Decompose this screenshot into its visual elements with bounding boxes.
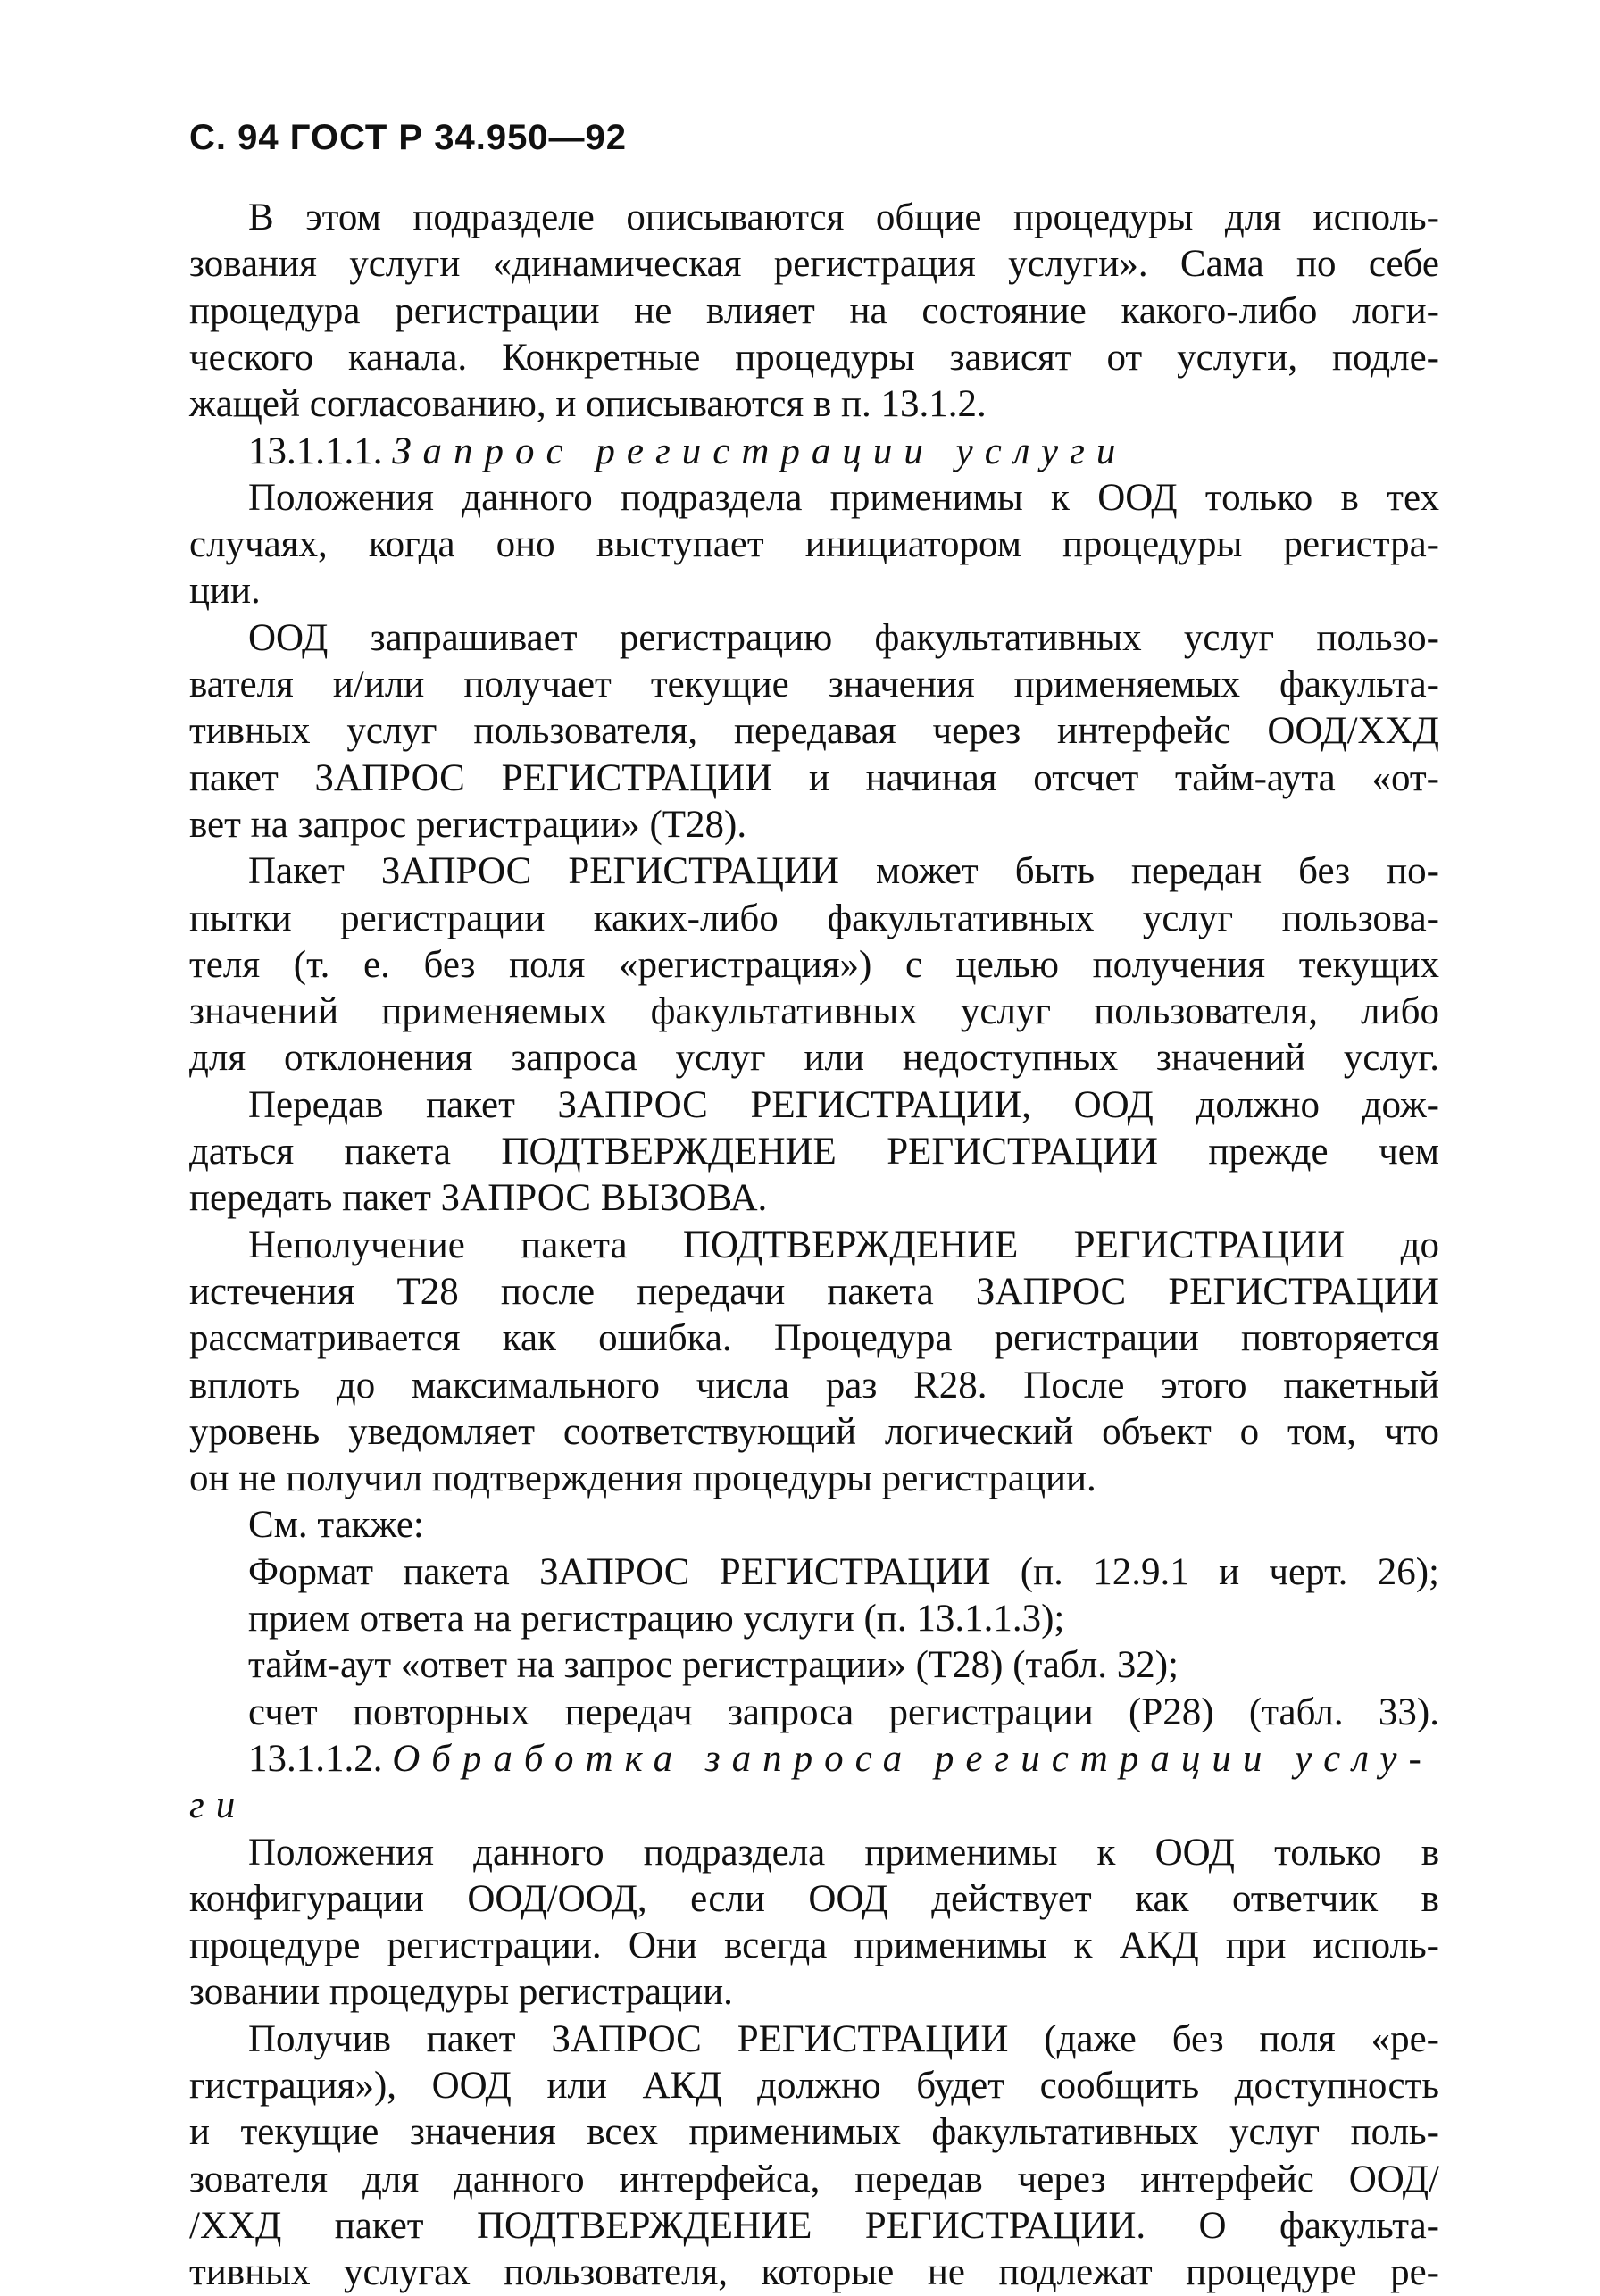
text-line: уровень уведомляет соответствующий логический объект о том, что [189,1410,1439,1453]
text-line: он не получил подтверждения процедуры регистрации. [189,1457,1096,1500]
text-line: и текущие значения всех применимых факультативных услуг поль- [189,2111,1439,2154]
text-line: тивных услуг пользователя, передавая через интерфейс ООД/ХХД [189,710,1439,753]
text-line: ческого канала. Конкретные процедуры зависят от услуги, подле- [189,336,1439,379]
text-line: конфигурации ООД/ООД, если ООД действует как ответчик в [189,1877,1439,1920]
text-line: зования услуги «динамическая регистрация услуги». Сама по себе [189,243,1439,286]
section-title: Запрос регистрации услуги [392,430,1128,472]
text-line: тивных услугах пользователя, которые не подлежат процедуре ре- [189,2251,1439,2294]
text-line: Неполучение пакета ПОДТВЕРЖДЕНИЕ РЕГИСТРАЦИИ до [248,1223,1439,1266]
text-line: Положения данного подраздела применимы к ООД только в [248,1831,1439,1874]
text-line: Положения данного подраздела применимы к ООД только в тех [248,476,1439,519]
text-line: ции. [189,570,261,613]
text-line: зователя для данного интерфейса, передав через интерфейс ООД/ [189,2158,1439,2200]
text-line: даться пакета ПОДТВЕРЖДЕНИЕ РЕГИСТРАЦИИ прежде чем [189,1131,1439,1173]
text-line: теля (т. е. без поля «регистрация») с целью получения текущих [189,943,1439,986]
section-title: ги [189,1784,247,1827]
text-line: пакет ЗАПРОС РЕГИСТРАЦИИ и начиная отсчет тайм-аута «от- [189,756,1439,799]
text-line: процедура регистрации не влияет на состояние какого-либо логи- [189,289,1439,332]
text-line: процедуре регистрации. Они всегда применимы к АКД при исполь- [189,1924,1439,1967]
text-line: значений применяемых факультативных услуг пользователя, либо [189,990,1439,1033]
text-line: В этом подразделе описываются общие процедуры для исполь- [248,196,1439,238]
text-line: вателя и/или получает текущие значения применяемых факульта- [189,664,1439,705]
section-number: 13.1.1.1. [248,430,393,472]
text-line: пытки регистрации каких-либо факультативных услуг пользова- [189,897,1439,939]
text-line: зовании процедуры регистрации. [189,1971,733,2014]
text-line: прием ответа на регистрацию услуги (п. 13.1.1.3); [248,1598,1065,1640]
text-line: случаях, когда оно выступает инициатором процедуры регистра- [189,523,1439,566]
text-line: /ХХД пакет ПОДТВЕРЖДЕНИЕ РЕГИСТРАЦИИ. О факульта- [189,2204,1439,2247]
text-line: для отклонения запроса услуг или недоступных значений услуг. [189,1037,1439,1080]
page-header: С. 94 ГОСТ Р 34.950—92 [189,118,628,157]
text-line: рассматривается как ошибка. Процедура регистрации повторяется [189,1317,1439,1360]
text-line: счет повторных передач запроса регистрации (Р28) (табл. 33). [248,1691,1439,1733]
text-line: ООД запрашивает регистрацию факультативных услуг пользо- [248,616,1439,659]
text-line: гистрация»), ООД или АКД должно будет сообщить доступность [189,2065,1439,2107]
section-heading-line [248,429,1439,475]
text-line: вплоть до максимального числа раз R28. После этого пакетный [189,1364,1439,1407]
text-line: тайм-аут «ответ на запрос регистрации» (Т28) (табл. 32); [248,1644,1179,1687]
text-line: Передав пакет ЗАПРОС РЕГИСТРАЦИИ, ООД должно дож- [248,1083,1439,1126]
text-line: См. также: [248,1504,424,1547]
text-line: передать пакет ЗАПРОС ВЫЗОВА. [189,1177,768,1220]
text-line: истечения Т28 после передачи пакета ЗАПРОС РЕГИСТРАЦИИ [189,1270,1439,1313]
section-number: 13.1.1.2. [248,1737,393,1780]
section-heading-line [189,1783,1439,1829]
text-line: Формат пакета ЗАПРОС РЕГИСТРАЦИИ (п. 12.9.1 и черт. 26); [248,1550,1439,1593]
text-line: Получив пакет ЗАПРОС РЕГИСТРАЦИИ (даже без поля «ре- [248,2017,1439,2060]
text-line: вет на запрос регистрации» (Т28). [189,803,747,846]
text-line: Пакет ЗАПРОС РЕГИСТРАЦИИ может быть передан без по- [248,850,1439,893]
text-line: жащей согласованию, и описываются в п. 13.1.2. [189,383,987,426]
section-title: Обработка запроса регистрации услу- [392,1737,1433,1780]
section-heading-line [248,1736,1439,1783]
